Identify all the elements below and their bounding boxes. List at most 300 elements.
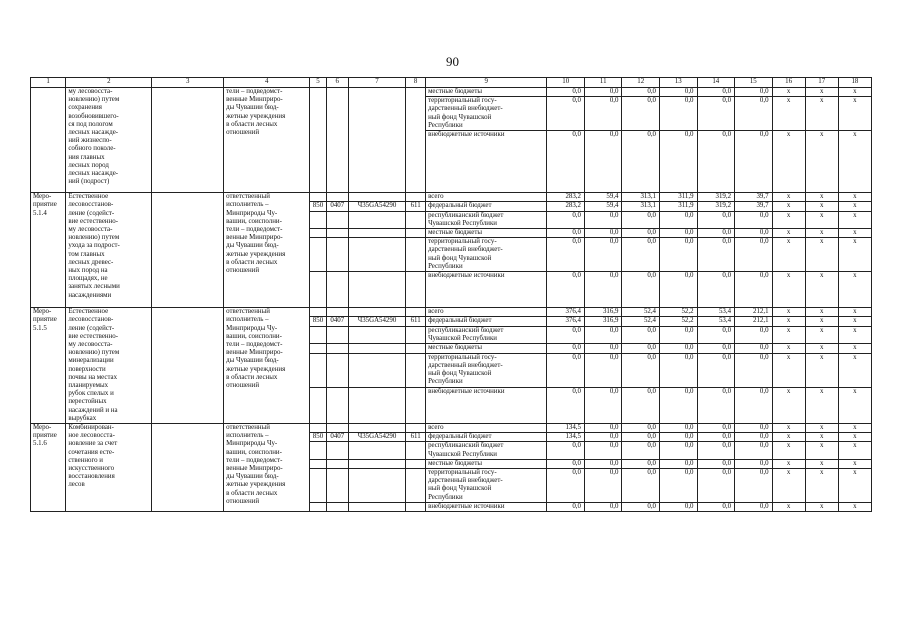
column-number-cell: 6 <box>326 78 348 88</box>
x-cell: x <box>805 326 838 344</box>
amount-cell: 0,0 <box>735 469 773 503</box>
code-cell <box>310 88 327 193</box>
column-number-cell: 11 <box>584 78 622 88</box>
x-cell: x <box>772 238 805 272</box>
rz-cell <box>326 503 348 512</box>
executor-cell: ответственный исполнитель – Минприроды Чу- вашии, соисполни- тели – подведомст- венные Минприро- ды Чувашии бюд- жетные учреждения в области лесных отношений <box>224 193 310 308</box>
amount-cell: 0,0 <box>660 97 698 131</box>
grbs-cell <box>310 442 327 459</box>
amount-cell: 0,0 <box>735 353 773 387</box>
amount-cell: 212,1 <box>735 317 773 326</box>
amount-cell: 0,0 <box>697 469 735 503</box>
x-cell: x <box>838 211 871 228</box>
amount-cell: 319,2 <box>697 202 735 211</box>
amount-cell: 53,4 <box>697 317 735 326</box>
amount-cell: 0,0 <box>735 442 773 459</box>
amount-cell: 0,0 <box>622 387 660 423</box>
amount-cell: 0,0 <box>547 387 585 423</box>
amount-cell: 0,0 <box>622 353 660 387</box>
column-number-cell: 3 <box>152 78 224 88</box>
x-cell: x <box>838 88 871 97</box>
amount-cell: 0,0 <box>622 442 660 459</box>
amount-cell: 0,0 <box>735 229 773 238</box>
amount-cell: 0,0 <box>547 503 585 512</box>
x-cell: x <box>838 353 871 387</box>
amount-cell: 0,0 <box>660 442 698 459</box>
amount-cell: 0,0 <box>660 88 698 97</box>
amount-cell: 0,0 <box>697 353 735 387</box>
rz-cell <box>326 229 348 238</box>
x-cell: x <box>772 211 805 228</box>
csr-cell <box>348 344 405 353</box>
x-cell: x <box>772 344 805 353</box>
x-cell: x <box>838 442 871 459</box>
x-cell: x <box>838 344 871 353</box>
funding-source-cell: местные бюджеты <box>426 88 547 97</box>
amount-cell: 52,2 <box>660 317 698 326</box>
vr-cell <box>406 211 426 228</box>
vr-cell: 611 <box>406 433 426 442</box>
x-cell: x <box>838 387 871 423</box>
amount-cell: 0,0 <box>547 211 585 228</box>
amount-cell: 0,0 <box>547 469 585 503</box>
column-number-cell: 14 <box>697 78 735 88</box>
amount-cell: 0,0 <box>584 387 622 423</box>
header-row <box>31 78 872 88</box>
funding-source-cell: республиканский бюджет Чувашской Республики <box>426 442 547 459</box>
column-number-cell: 15 <box>735 78 773 88</box>
rz-cell <box>326 459 348 468</box>
grbs-cell: 850 <box>310 317 327 326</box>
amount-cell: 0,0 <box>660 424 698 433</box>
amount-cell: 0,0 <box>622 229 660 238</box>
rz-cell <box>326 353 348 387</box>
x-cell: x <box>772 272 805 308</box>
amount-cell: 0,0 <box>622 424 660 433</box>
amount-cell: 0,0 <box>584 424 622 433</box>
rz-cell <box>326 344 348 353</box>
column-number-cell: 16 <box>772 78 805 88</box>
table-row <box>31 193 872 202</box>
page-number: 90 <box>446 54 459 69</box>
x-cell: x <box>838 433 871 442</box>
grbs-cell <box>310 424 327 433</box>
amount-cell: 0,0 <box>547 442 585 459</box>
funding-source-cell: всего <box>426 193 547 202</box>
amount-cell: 0,0 <box>660 229 698 238</box>
csr-cell <box>348 238 405 272</box>
x-cell: x <box>838 272 871 308</box>
rz-cell <box>326 442 348 459</box>
amount-cell: 0,0 <box>660 353 698 387</box>
amount-cell: 0,0 <box>735 344 773 353</box>
rz-cell <box>326 308 348 317</box>
amount-cell: 313,1 <box>622 193 660 202</box>
amount-cell: 0,0 <box>584 131 622 193</box>
amount-cell: 0,0 <box>622 272 660 308</box>
x-cell: x <box>805 202 838 211</box>
x-cell: x <box>805 424 838 433</box>
x-cell: x <box>838 469 871 503</box>
amount-cell: 0,0 <box>697 433 735 442</box>
table-row <box>31 88 872 97</box>
x-cell: x <box>805 97 838 131</box>
column-number-cell: 2 <box>66 78 152 88</box>
funding-source-cell: территориальный госу- дарственный внебюджет- ный фонд Чувашской Республики <box>426 238 547 272</box>
amount-cell: 0,0 <box>660 469 698 503</box>
executor-cell: ответственный исполнитель – Минприроды Чу- вашии, соисполни- тели – подведомст- венные Минприро- ды Чувашии бюд- жетные учреждения в области лесных отношений <box>224 308 310 424</box>
x-cell: x <box>805 433 838 442</box>
column-number-cell: 5 <box>310 78 327 88</box>
vr-cell <box>406 424 426 433</box>
funding-source-cell: местные бюджеты <box>426 344 547 353</box>
funding-source-cell: внебюджетные источники <box>426 131 547 193</box>
amount-cell: 0,0 <box>735 272 773 308</box>
rz-cell <box>326 238 348 272</box>
grbs-cell <box>310 193 327 202</box>
amount-cell: 0,0 <box>584 272 622 308</box>
amount-cell: 0,0 <box>547 229 585 238</box>
amount-cell: 0,0 <box>697 238 735 272</box>
amount-cell: 316,9 <box>584 308 622 317</box>
amount-cell: 0,0 <box>735 326 773 344</box>
amount-cell: 0,0 <box>735 424 773 433</box>
x-cell: x <box>805 238 838 272</box>
amount-cell: 0,0 <box>584 211 622 228</box>
amount-cell: 39,7 <box>735 202 773 211</box>
code-cell <box>406 88 426 193</box>
amount-cell: 0,0 <box>622 211 660 228</box>
x-cell: x <box>772 308 805 317</box>
x-cell: x <box>772 202 805 211</box>
amount-cell: 0,0 <box>547 459 585 468</box>
amount-cell: 0,0 <box>735 459 773 468</box>
amount-cell: 0,0 <box>547 88 585 97</box>
amount-cell: 0,0 <box>697 326 735 344</box>
csr-cell: Ч35GA54290 <box>348 433 405 442</box>
amount-cell: 0,0 <box>622 503 660 512</box>
csr-cell <box>348 459 405 468</box>
rz-cell <box>326 326 348 344</box>
csr-cell <box>348 387 405 423</box>
amount-cell: 0,0 <box>735 88 773 97</box>
rz-cell <box>326 193 348 202</box>
x-cell: x <box>838 193 871 202</box>
target-cell <box>152 424 224 512</box>
amount-cell: 0,0 <box>584 326 622 344</box>
funding-source-cell: внебюджетные источники <box>426 503 547 512</box>
event-code-cell <box>31 88 66 193</box>
funding-source-cell: территориальный госу- дарственный внебюджет- ный фонд Чувашской Республики <box>426 353 547 387</box>
amount-cell: 0,0 <box>622 344 660 353</box>
amount-cell: 0,0 <box>735 503 773 512</box>
funding-source-cell: федеральный бюджет <box>426 433 547 442</box>
amount-cell: 0,0 <box>660 272 698 308</box>
x-cell: x <box>772 88 805 97</box>
amount-cell: 0,0 <box>735 97 773 131</box>
amount-cell: 0,0 <box>622 433 660 442</box>
x-cell: x <box>805 229 838 238</box>
amount-cell: 0,0 <box>697 344 735 353</box>
amount-cell: 0,0 <box>735 238 773 272</box>
code-cell <box>326 88 348 193</box>
x-cell: x <box>838 317 871 326</box>
amount-cell: 0,0 <box>584 97 622 131</box>
rz-cell <box>326 387 348 423</box>
x-cell: x <box>805 308 838 317</box>
grbs-cell: 850 <box>310 433 327 442</box>
column-number-cell: 18 <box>838 78 871 88</box>
grbs-cell <box>310 308 327 317</box>
funding-source-cell: республиканский бюджет Чувашской Республики <box>426 211 547 228</box>
amount-cell: 0,0 <box>735 131 773 193</box>
vr-cell <box>406 193 426 202</box>
csr-cell: Ч35GA54290 <box>348 202 405 211</box>
amount-cell: 0,0 <box>660 387 698 423</box>
amount-cell: 0,0 <box>622 131 660 193</box>
column-number-cell: 4 <box>224 78 310 88</box>
amount-cell: 0,0 <box>622 459 660 468</box>
rz-cell <box>326 272 348 308</box>
x-cell: x <box>838 229 871 238</box>
vr-cell <box>406 326 426 344</box>
grbs-cell <box>310 503 327 512</box>
x-cell: x <box>838 326 871 344</box>
funding-source-cell: местные бюджеты <box>426 459 547 468</box>
csr-cell <box>348 211 405 228</box>
funding-source-cell: федеральный бюджет <box>426 202 547 211</box>
vr-cell <box>406 442 426 459</box>
rz-cell <box>326 424 348 433</box>
x-cell: x <box>805 442 838 459</box>
amount-cell: 316,9 <box>584 317 622 326</box>
amount-cell: 283,2 <box>547 193 585 202</box>
amount-cell: 0,0 <box>622 97 660 131</box>
column-number-cell: 13 <box>660 78 698 88</box>
column-number-cell: 1 <box>31 78 66 88</box>
x-cell: x <box>772 503 805 512</box>
csr-cell <box>348 424 405 433</box>
amount-cell: 59,4 <box>584 193 622 202</box>
funding-source-cell: внебюджетные источники <box>426 387 547 423</box>
x-cell: x <box>772 193 805 202</box>
funding-source-cell: республиканский бюджет Чувашской Республики <box>426 326 547 344</box>
x-cell: x <box>805 272 838 308</box>
vr-cell <box>406 229 426 238</box>
x-cell: x <box>805 344 838 353</box>
amount-cell: 134,5 <box>547 424 585 433</box>
x-cell: x <box>772 469 805 503</box>
funding-source-cell: всего <box>426 308 547 317</box>
amount-cell: 0,0 <box>735 433 773 442</box>
executor-cell: ответственный исполнитель – Минприроды Чу- вашии, соисполни- тели – подведомст- венные Минприро- ды Чувашии бюд- жетные учреждения в области лесных отношений <box>224 424 310 512</box>
amount-cell: 39,7 <box>735 193 773 202</box>
rz-cell <box>326 211 348 228</box>
grbs-cell <box>310 353 327 387</box>
amount-cell: 0,0 <box>547 344 585 353</box>
event-name-cell: Естественное лесовосстанов- ление (содейст- вие естественно- му лесовосста- новлению) путем минерализации поверхности почвы на местах планируемых рубок спелых и перестойных насаждений и на вырубках <box>66 308 152 424</box>
csr-cell <box>348 272 405 308</box>
csr-cell <box>348 442 405 459</box>
x-cell: x <box>805 469 838 503</box>
grbs-cell <box>310 326 327 344</box>
funding-source-cell: всего <box>426 424 547 433</box>
x-cell: x <box>805 387 838 423</box>
amount-cell: 0,0 <box>735 211 773 228</box>
csr-cell <box>348 229 405 238</box>
x-cell: x <box>838 308 871 317</box>
vr-cell <box>406 238 426 272</box>
event-code-cell: Меро- приятие 5.1.4 <box>31 193 66 308</box>
amount-cell: 0,0 <box>660 238 698 272</box>
amount-cell: 134,5 <box>547 433 585 442</box>
rz-cell: 0407 <box>326 202 348 211</box>
column-number-cell: 17 <box>805 78 838 88</box>
amount-cell: 0,0 <box>547 272 585 308</box>
amount-cell: 0,0 <box>697 229 735 238</box>
amount-cell: 0,0 <box>697 503 735 512</box>
amount-cell: 0,0 <box>622 238 660 272</box>
column-number-cell: 7 <box>348 78 405 88</box>
amount-cell: 0,0 <box>697 424 735 433</box>
amount-cell: 0,0 <box>584 229 622 238</box>
amount-cell: 0,0 <box>622 88 660 97</box>
x-cell: x <box>838 202 871 211</box>
amount-cell: 52,4 <box>622 317 660 326</box>
amount-cell: 0,0 <box>660 344 698 353</box>
rz-cell: 0407 <box>326 433 348 442</box>
funding-source-cell: внебюджетные источники <box>426 272 547 308</box>
x-cell: x <box>838 503 871 512</box>
amount-cell: 0,0 <box>697 272 735 308</box>
target-cell <box>152 88 224 193</box>
amount-cell: 0,0 <box>697 459 735 468</box>
vr-cell <box>406 469 426 503</box>
vr-cell <box>406 344 426 353</box>
x-cell: x <box>838 97 871 131</box>
code-cell <box>348 88 405 193</box>
amount-cell: 0,0 <box>697 131 735 193</box>
amount-cell: 0,0 <box>660 503 698 512</box>
x-cell: x <box>805 503 838 512</box>
grbs-cell: 850 <box>310 202 327 211</box>
amount-cell: 52,2 <box>660 308 698 317</box>
grbs-cell <box>310 272 327 308</box>
x-cell: x <box>805 193 838 202</box>
grbs-cell <box>310 459 327 468</box>
column-number-cell: 9 <box>426 78 547 88</box>
x-cell: x <box>805 88 838 97</box>
vr-cell: 611 <box>406 202 426 211</box>
csr-cell: Ч35GA54290 <box>348 317 405 326</box>
amount-cell: 0,0 <box>584 353 622 387</box>
vr-cell: 611 <box>406 317 426 326</box>
funding-source-cell: территориальный госу- дарственный внебюджет- ный фонд Чувашской Республики <box>426 97 547 131</box>
x-cell: x <box>838 459 871 468</box>
amount-cell: 52,4 <box>622 308 660 317</box>
amount-cell: 0,0 <box>697 211 735 228</box>
grbs-cell <box>310 387 327 423</box>
amount-cell: 0,0 <box>547 97 585 131</box>
target-cell <box>152 193 224 308</box>
amount-cell: 0,0 <box>547 326 585 344</box>
amount-cell: 283,2 <box>547 202 585 211</box>
grbs-cell <box>310 344 327 353</box>
amount-cell: 0,0 <box>660 459 698 468</box>
amount-cell: 0,0 <box>547 238 585 272</box>
x-cell: x <box>838 424 871 433</box>
x-cell: x <box>772 387 805 423</box>
event-name-cell: Комбинирован- ное лесовосста- новление за счет сочетания есте- ственного и искусственного восстановления лесов <box>66 424 152 512</box>
csr-cell <box>348 353 405 387</box>
x-cell: x <box>772 131 805 193</box>
amount-cell: 0,0 <box>584 238 622 272</box>
amount-cell: 311,9 <box>660 202 698 211</box>
x-cell: x <box>772 353 805 387</box>
amount-cell: 376,4 <box>547 308 585 317</box>
amount-cell: 0,0 <box>584 433 622 442</box>
amount-cell: 0,0 <box>660 433 698 442</box>
amount-cell: 0,0 <box>547 353 585 387</box>
amount-cell: 0,0 <box>584 344 622 353</box>
event-name-cell: му лесовосста- новлению) путем сохранения возобновившего- ся под пологом лесных насажде- ний жизнеспо- собного поколе- ния главных лесных пород лесных насажде- ний (подрост) <box>66 88 152 193</box>
x-cell: x <box>772 326 805 344</box>
amount-cell: 0,0 <box>697 387 735 423</box>
x-cell: x <box>772 424 805 433</box>
grbs-cell <box>310 238 327 272</box>
column-number-cell: 8 <box>406 78 426 88</box>
funding-source-cell: местные бюджеты <box>426 229 547 238</box>
amount-cell: 0,0 <box>547 131 585 193</box>
amount-cell: 0,0 <box>584 442 622 459</box>
x-cell: x <box>805 211 838 228</box>
csr-cell <box>348 308 405 317</box>
x-cell: x <box>772 459 805 468</box>
amount-cell: 0,0 <box>697 97 735 131</box>
amount-cell: 376,4 <box>547 317 585 326</box>
x-cell: x <box>805 131 838 193</box>
x-cell: x <box>772 97 805 131</box>
vr-cell <box>406 459 426 468</box>
amount-cell: 0,0 <box>660 211 698 228</box>
column-number-cell: 10 <box>547 78 585 88</box>
x-cell: x <box>838 131 871 193</box>
x-cell: x <box>772 229 805 238</box>
rz-cell: 0407 <box>326 317 348 326</box>
x-cell: x <box>772 442 805 459</box>
amount-cell: 0,0 <box>584 88 622 97</box>
program-table <box>30 77 872 512</box>
funding-source-cell: территориальный госу- дарственный внебюджет- ный фонд Чувашской Республики <box>426 469 547 503</box>
csr-cell <box>348 469 405 503</box>
amount-cell: 0,0 <box>622 469 660 503</box>
funding-source-cell: федеральный бюджет <box>426 317 547 326</box>
csr-cell <box>348 326 405 344</box>
amount-cell: 319,2 <box>697 193 735 202</box>
amount-cell: 53,4 <box>697 308 735 317</box>
table-row <box>31 424 872 433</box>
amount-cell: 311,9 <box>660 193 698 202</box>
x-cell: x <box>805 317 838 326</box>
x-cell: x <box>805 459 838 468</box>
x-cell: x <box>772 317 805 326</box>
amount-cell: 0,0 <box>660 131 698 193</box>
x-cell: x <box>838 238 871 272</box>
event-code-cell: Меро- приятие 5.1.6 <box>31 424 66 512</box>
column-number-cell: 12 <box>622 78 660 88</box>
x-cell: x <box>805 353 838 387</box>
amount-cell: 0,0 <box>584 469 622 503</box>
